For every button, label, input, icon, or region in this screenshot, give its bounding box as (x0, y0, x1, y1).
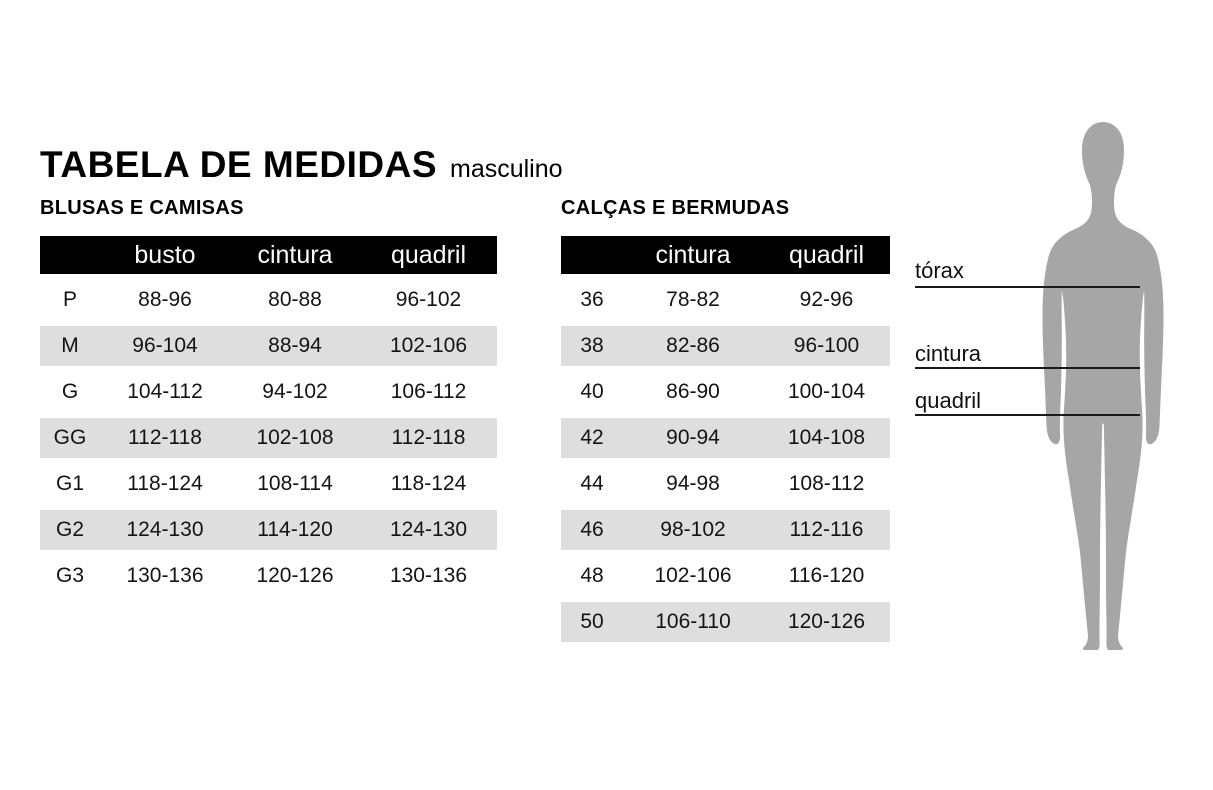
measurement-label-2: cintura (915, 341, 982, 366)
measurement-label-1: tórax (915, 258, 964, 283)
size-cell: M (61, 334, 79, 357)
value-cell: 104-108 (787, 426, 866, 449)
size-cell: 38 (580, 334, 604, 357)
measurement-line-3 (915, 414, 1140, 416)
value-cell: 96-102 (395, 288, 462, 311)
table-row-G (40, 372, 497, 412)
value-cell: 104-112 (127, 380, 203, 403)
measurement-line-1 (915, 286, 1140, 288)
value-cell: 112-118 (128, 426, 202, 449)
page-subtitle: masculino (450, 155, 563, 183)
column-header-quadril: quadril (390, 241, 467, 269)
column-header-cintura: cintura (257, 241, 333, 269)
column-header-size (40, 236, 100, 274)
size-cell: GG (53, 426, 87, 449)
value-cell: 92-96 (799, 288, 854, 311)
size-cell: G (61, 380, 79, 403)
value-cell: 90-94 (666, 426, 720, 449)
value-cell: 124-130 (389, 518, 468, 541)
value-cell: 88-94 (268, 334, 322, 357)
value-cell: 102-106 (389, 334, 468, 357)
value-cell: 106-110 (655, 610, 731, 633)
value-cell: 120-126 (787, 610, 866, 633)
table-row-G3 (40, 556, 497, 596)
value-cell: 100-104 (787, 380, 866, 403)
value-cell: 98-102 (660, 518, 726, 541)
table-row-42 (561, 418, 890, 458)
table-row-M (40, 326, 497, 366)
table-row-50 (561, 602, 890, 642)
size-cell: 44 (580, 472, 604, 495)
column-header-quadril: quadril (788, 241, 865, 269)
value-cell: 118-124 (390, 472, 467, 495)
section-title-blusas-e-camisas: BLUSAS E CAMISAS (40, 197, 244, 219)
value-cell: 86-90 (666, 380, 720, 403)
size-cell: 42 (580, 426, 604, 449)
column-header-busto: busto (134, 241, 196, 269)
body-torso-legs-path (1051, 122, 1155, 650)
size-cell: 46 (580, 518, 604, 541)
table-row-40 (561, 372, 890, 412)
value-cell: 82-86 (666, 334, 720, 357)
value-cell: 112-118 (391, 426, 466, 449)
table-row-48 (561, 556, 890, 596)
value-cell: 94-98 (666, 472, 720, 495)
table-header-row (40, 236, 497, 274)
measurement-line-2 (915, 367, 1140, 369)
table-row-GG (40, 418, 497, 458)
table-row-44 (561, 464, 890, 504)
blusas-e-camisas-table (40, 236, 497, 596)
value-cell: 102-106 (654, 564, 732, 587)
size-cell: 36 (580, 288, 604, 311)
size-cell: 48 (580, 564, 604, 587)
value-cell: 130-136 (389, 564, 468, 587)
page-title: TABELA DE MEDIDAS (40, 144, 437, 185)
size-cell: G1 (55, 472, 84, 495)
column-header-cintura: cintura (655, 241, 731, 269)
value-cell: 88-96 (138, 288, 192, 311)
size-cell: G2 (55, 518, 84, 541)
value-cell: 112-116 (789, 518, 864, 541)
value-cell: 116-120 (788, 564, 865, 587)
value-cell: 96-104 (132, 334, 198, 357)
value-cell: 120-126 (256, 564, 334, 587)
value-cell: 114-120 (257, 518, 333, 541)
table-row-G1 (40, 464, 497, 504)
value-cell: 78-82 (666, 288, 720, 311)
value-cell: 102-108 (256, 426, 334, 449)
page-title-row (40, 144, 563, 186)
column-header-size (561, 236, 623, 274)
value-cell: 94-102 (262, 380, 328, 403)
value-cell: 80-88 (268, 288, 322, 311)
size-cell: 50 (580, 610, 604, 633)
value-cell: 108-112 (788, 472, 865, 495)
table-row-46 (561, 510, 890, 550)
table-row-P (40, 280, 497, 320)
table-row-G2 (40, 510, 497, 550)
measurement-label-3: quadril (915, 388, 982, 413)
table-row-36 (561, 280, 890, 320)
value-cell: 124-130 (126, 518, 204, 541)
calcas-e-bermudas-table (561, 236, 890, 642)
size-cell: 40 (580, 380, 604, 403)
size-cell: G3 (55, 564, 84, 587)
value-cell: 106-112 (390, 380, 467, 403)
value-cell: 108-114 (257, 472, 333, 495)
table-header-row (561, 236, 890, 274)
value-cell: 118-124 (127, 472, 203, 495)
table-row-38 (561, 326, 890, 366)
value-cell: 96-100 (793, 334, 860, 357)
section-title-calcas-e-bermudas: CALÇAS E BERMUDAS (561, 197, 790, 219)
value-cell: 130-136 (126, 564, 204, 587)
male-body-silhouette-icon (1028, 122, 1178, 650)
size-cell: P (62, 288, 77, 311)
